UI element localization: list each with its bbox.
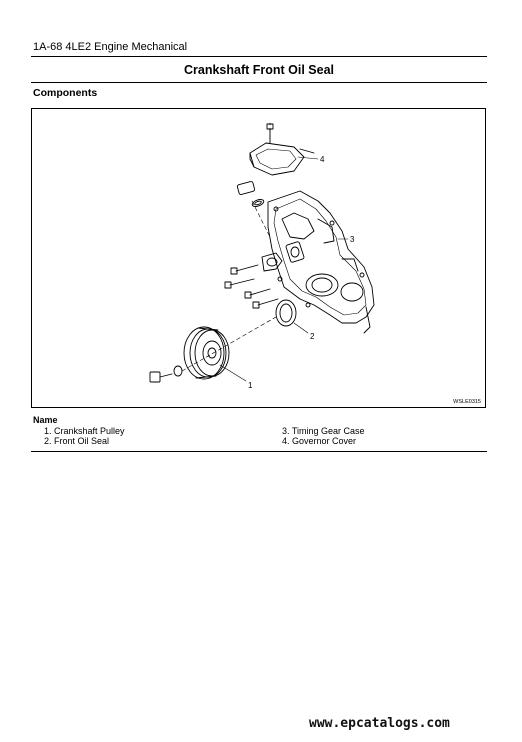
page-header: 1A-68 4LE2 Engine Mechanical (33, 41, 188, 53)
legend-item: 3. Timing Gear Case (282, 426, 365, 436)
legend-column-right (282, 426, 365, 446)
legend-divider (31, 451, 487, 452)
figure-code: WSLE0315 (453, 399, 481, 405)
legend-item: 2. Front Oil Seal (44, 436, 110, 446)
case-bolts-drawing (225, 253, 282, 308)
callout-leaders (220, 157, 348, 381)
engine-exploded-diagram (32, 109, 487, 409)
callout-4: 4 (320, 155, 325, 164)
legend-column-left (44, 426, 125, 446)
title-divider (31, 82, 487, 83)
governor-cover-drawing (237, 124, 314, 208)
legend-item: 4. Governor Cover (282, 436, 357, 446)
crankshaft-pulley-drawing (150, 327, 229, 382)
timing-gear-case-drawing (268, 191, 374, 333)
watermark-link[interactable]: www.epcatalogs.com (309, 716, 450, 731)
header-divider (31, 56, 487, 57)
callout-2: 2 (310, 332, 315, 341)
section-heading: Components (33, 87, 98, 99)
exploded-view-figure (31, 108, 486, 408)
legend-heading: Name (33, 415, 58, 425)
legend-item: 1. Crankshaft Pulley (44, 426, 125, 436)
callout-1: 1 (248, 381, 253, 390)
page-title: Crankshaft Front Oil Seal (183, 63, 335, 77)
assembly-axis-lines (182, 123, 276, 371)
front-oil-seal-drawing (276, 300, 296, 326)
callout-3: 3 (350, 235, 355, 244)
